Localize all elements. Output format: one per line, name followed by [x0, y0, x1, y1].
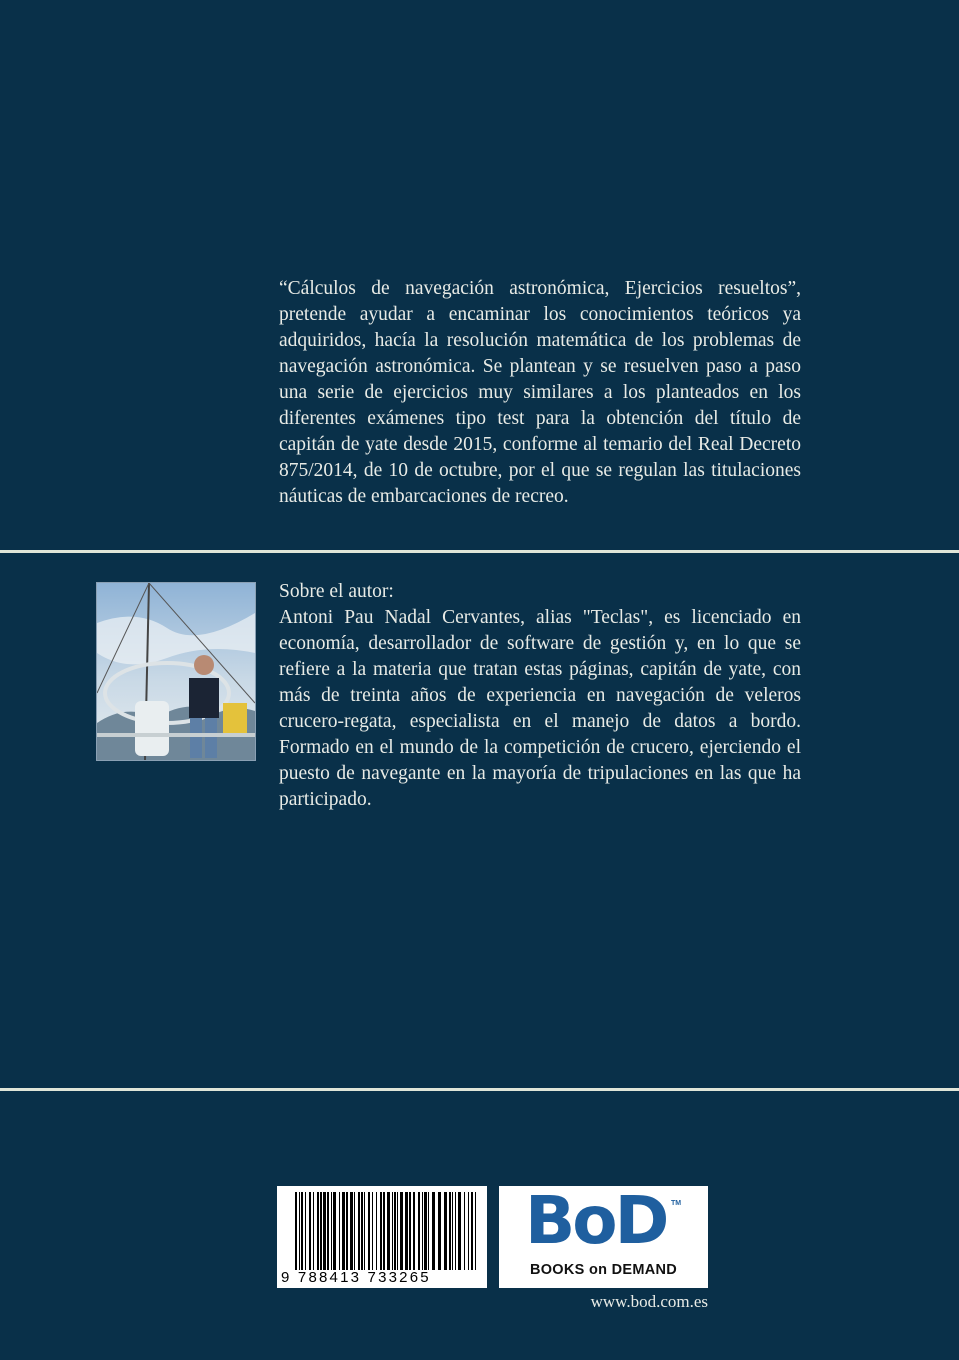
barcode-bar — [387, 1192, 390, 1270]
barcode-bar — [413, 1192, 415, 1270]
barcode-bar — [432, 1192, 435, 1270]
barcode-bar — [346, 1192, 348, 1270]
barcode-bar — [376, 1192, 377, 1270]
author-photo — [96, 582, 256, 761]
isbn-barcode — [277, 1186, 487, 1288]
barcode-bar — [320, 1192, 322, 1270]
barcode-bar — [333, 1192, 336, 1270]
barcode-bar — [313, 1192, 314, 1270]
barcode-bar — [449, 1192, 451, 1270]
barcode-bar — [383, 1192, 385, 1270]
barcode-bar — [327, 1192, 329, 1270]
barcode-bar — [368, 1192, 370, 1270]
author-bio: Antoni Pau Nadal Cervantes, alias "Teclas", es licenciado en economía, desarrollador de software de gestión y, en lo que se refiere a la materia que tratan estas páginas, capitán de yate, con más de treinta años de experiencia en navegación de veleros crucero-regata, especialista en el manejo de datos a bordo. Formado en el mundo de la competición de crucero, ejerciendo el puesto de navegante en la mayoría de tripulaciones en las que ha participado. — [279, 607, 801, 810]
barcode-bar — [323, 1192, 326, 1270]
barcode-bar — [342, 1192, 345, 1270]
barcode-bar — [397, 1192, 398, 1270]
barcode-bar — [354, 1192, 355, 1270]
barcode-bar — [380, 1192, 382, 1270]
barcode-bar — [392, 1192, 393, 1270]
barcode-bar — [305, 1192, 306, 1270]
barcode-bar — [438, 1192, 441, 1270]
barcode-bar — [350, 1192, 353, 1270]
barcode-bar — [458, 1192, 461, 1270]
publisher-url: www.bod.com.es — [590, 1292, 708, 1311]
barcode-bar — [468, 1192, 469, 1270]
author-heading: Sobre el autor: — [279, 581, 394, 602]
barcode-bar — [400, 1192, 403, 1270]
barcode-bar — [339, 1192, 340, 1270]
barcode-bar — [364, 1192, 365, 1270]
publisher-logo — [499, 1186, 708, 1288]
barcode-bar — [452, 1192, 453, 1270]
barcode-bar — [309, 1192, 311, 1270]
isbn-digits: 9 788413 733265 — [281, 1270, 483, 1286]
barcode-bar — [409, 1192, 411, 1270]
barcode-bar — [301, 1192, 303, 1270]
barcode-bar — [475, 1192, 476, 1270]
barcode-bar — [372, 1192, 373, 1270]
barcode-bar — [405, 1192, 408, 1270]
barcode-bar — [455, 1192, 456, 1270]
barcode-bar — [317, 1192, 319, 1270]
back-cover-blurb: “Cálculos de navegación astronómica, Ejercicios resueltos”, pretende ayudar a encaminar los conocimientos teóricos ya adquiridos, hacía la resolución matemática de los problemas de navegación astronómica. Se plantean y se resuelven paso a paso una serie de ejercicios muy similares a los planteados en los diferentes exámenes tipo test para la obtención del título de capitán de yate desde 2015, conforme al temario del Real Decreto 875/2014, de 10 de octubre, por el que se regulan las titulaciones náuticas de embarcaciones de recreo. — [279, 278, 801, 507]
barcode-bar — [428, 1192, 429, 1270]
barcode-bar — [422, 1192, 423, 1270]
trademark-mark: TM — [671, 1200, 682, 1207]
bod-tagline: BOOKS on DEMAND — [529, 1262, 678, 1278]
barcode-bar — [299, 1192, 300, 1270]
barcode-bar — [424, 1192, 427, 1270]
divider-top — [0, 550, 959, 553]
barcode-bar — [418, 1192, 420, 1270]
barcode-bar — [358, 1192, 360, 1270]
barcode-bar — [331, 1192, 332, 1270]
bod-logo-mark: BoD — [525, 1186, 667, 1259]
barcode-bar — [444, 1192, 447, 1270]
barcode-bar — [361, 1192, 363, 1270]
barcode-bar — [471, 1192, 473, 1270]
barcode-bar — [464, 1192, 465, 1270]
divider-bottom — [0, 1088, 959, 1091]
author-section — [279, 579, 801, 813]
barcode-bar — [394, 1192, 396, 1270]
barcode-bar — [295, 1192, 297, 1270]
